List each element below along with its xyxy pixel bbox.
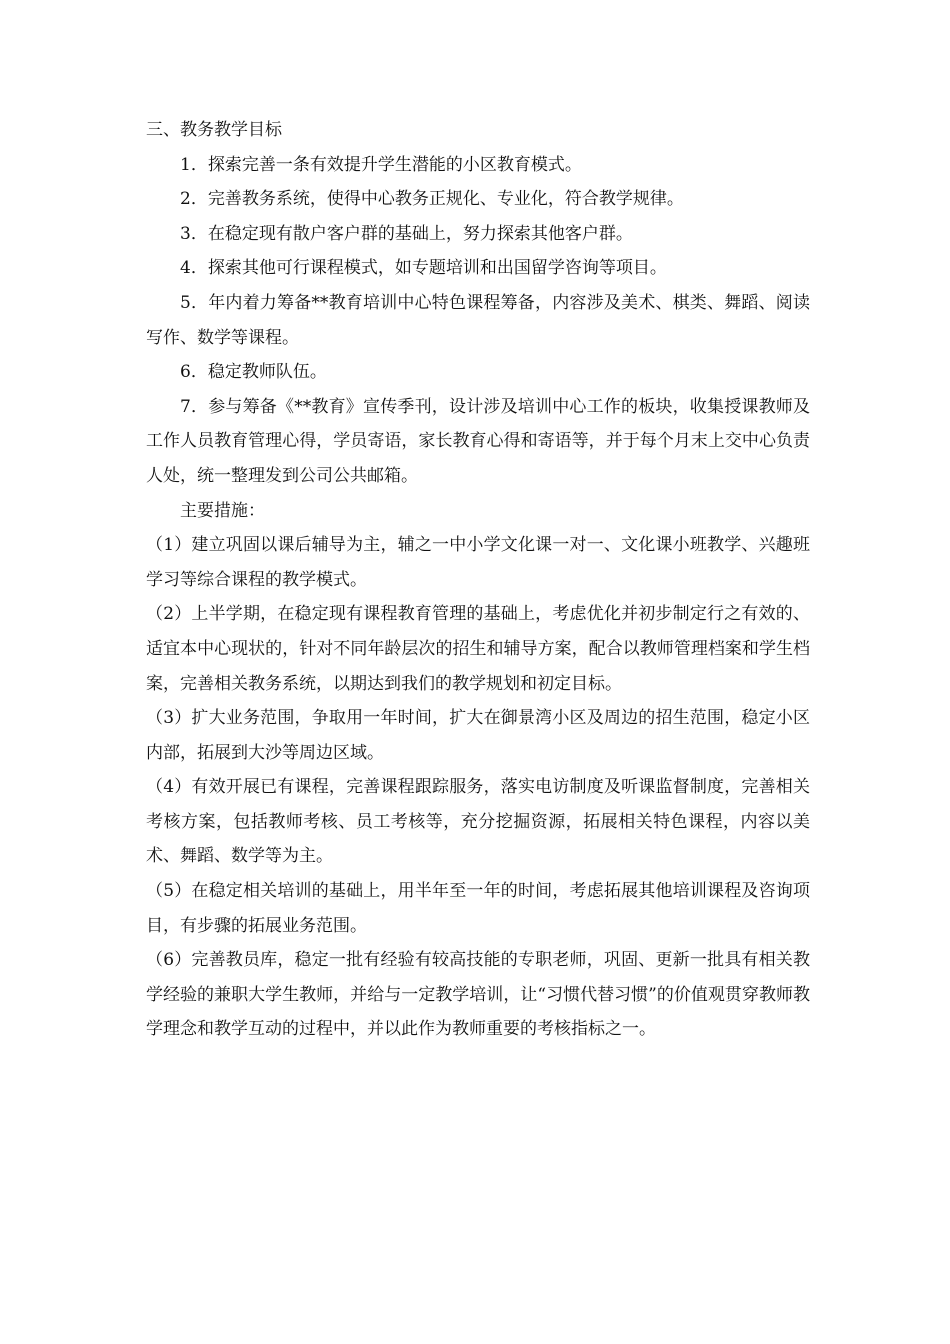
document-body [146,113,810,1047]
measure-item-1: （1）建立巩固以课后辅导为主，辅之一中小学文化课一对一、文化课小班教学、兴趣班学习等综合课程的教学模式。 [146,535,810,590]
measure-item-5: （5）在稳定相关培训的基础上，用半年至一年的时间，考虑拓展其他培训课程及咨询项目，有步骤的拓展业务范围。 [146,881,810,936]
goal-item-5: 5．年内着力筹备**教育培训中心特色课程筹备，内容涉及美术、棋类、舞蹈、阅读写作、数学等课程。 [146,292,810,348]
measure-item-3: （3）扩大业务范围，争取用一年时间，扩大在御景湾小区及周边的招生范围，稳定小区内部，拓展到大沙等周边区域。 [146,708,810,763]
section-heading: 三、教务教学目标 [146,120,282,140]
goal-item-7: 7．参与筹备《**教育》宣传季刊，设计涉及培训中心工作的板块，收集授课教师及工作人员教育管理心得，学员寄语，家长教育心得和寄语等，并于每个月末上交中心负责人处，统一整理发到公司公共邮箱。 [146,396,810,486]
measure-item-2: （2）上半学期，在稳定现有课程教育管理的基础上，考虑优化并初步制定行之有效的、适宜本中心现状的，针对不同年龄层次的招生和辅导方案，配合以教师管理档案和学生档案，完善相关教务系统，以期达到我们的教学规划和初定目标。 [146,604,810,694]
measure-item-4: （4）有效开展已有课程，完善课程跟踪服务，落实电访制度及听课监督制度，完善相关考核方案，包括教师考核、员工考核等，充分挖掘资源，拓展相关特色课程，内容以美术、舞蹈、数学等为主。 [146,777,810,867]
goal-item-4: 4．探索其他可行课程模式，如专题培训和出国留学咨询等项目。 [180,258,667,279]
goal-item-1: 1．探索完善一条有效提升学生潜能的小区教育模式。 [180,154,582,175]
goal-item-6: 6．稳定教师队伍。 [180,362,327,383]
measures-heading: 主要措施： [180,500,265,521]
goal-item-2: 2．完善教务系统，使得中心教务正规化、专业化，符合教学规律。 [180,189,684,210]
goal-item-3: 3．在稳定现有散户客户群的基础上，努力探索其他客户群。 [180,223,633,244]
measure-item-6: （6）完善教员库，稳定一批有经验有较高技能的专职老师，巩固、更新一批具有相关教学经验的兼职大学生教师，并给与一定教学培训，让“习惯代替习惯”的价值观贯穿教师教学理念和教学互动的过程中，并以此作为教师重要的考核指标之一。 [146,950,810,1040]
